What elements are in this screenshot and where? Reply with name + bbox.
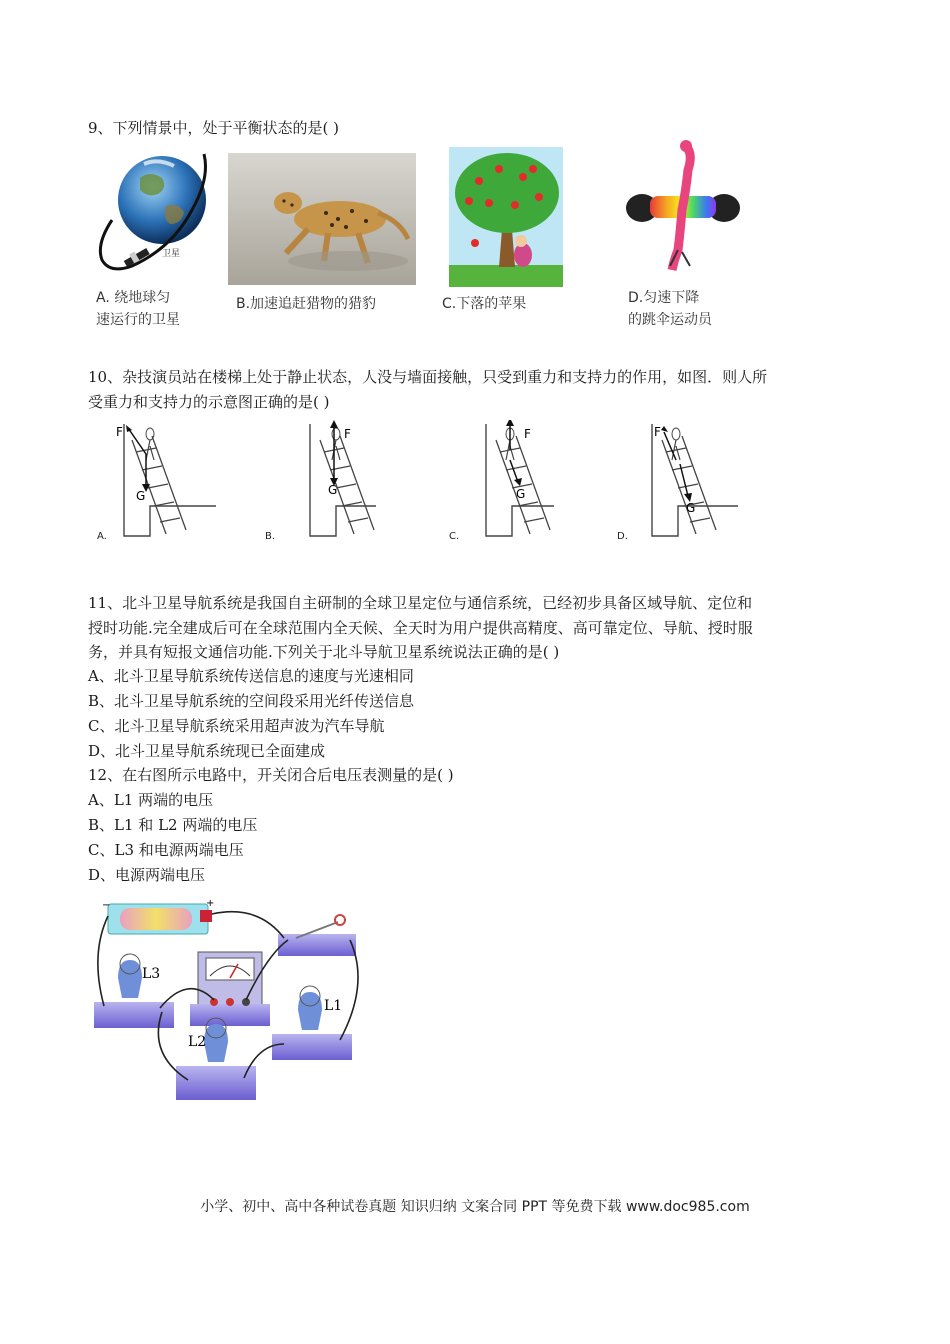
lamp-l1-label: L1 <box>324 998 343 1014</box>
lamp-l2-label: L2 <box>188 1034 207 1050</box>
force-label-g: G <box>328 483 338 497</box>
q9-caption-d2: 的跳伞运动员 <box>628 312 712 328</box>
q9-caption-b: B.加速追赶猎物的猎豹 <box>236 296 377 312</box>
force-diagram-b <box>264 420 394 546</box>
apple-tree-image <box>449 147 563 287</box>
force-label-f: F <box>344 427 351 441</box>
battery-minus-label: − <box>102 900 111 911</box>
q10-label-c: C. <box>449 531 460 542</box>
q11-line2: 授时功能.完全建成后可在全球范围内全天候、全天时为用户提供高精度、高可靠定位、导航、授时服 <box>88 619 753 637</box>
q11-option-b: B、北斗卫星导航系统的空间段采用光纤传送信息 <box>88 692 415 710</box>
q9-caption-a2: 速运行的卫星 <box>96 312 180 328</box>
force-label-g: G <box>686 501 696 515</box>
force-label-g: G <box>516 487 526 501</box>
q11-option-c: C、北斗卫星导航系统采用超声波为汽车导航 <box>88 717 385 735</box>
force-label-f: F <box>116 425 123 439</box>
q9-stem: 9、下列情景中，处于平衡状态的是( ) <box>88 119 340 137</box>
lamp-l3-label: L3 <box>142 966 161 982</box>
q12-option-c: C、L3 和电源两端电压 <box>88 841 244 859</box>
q10-line2: 受重力和支持力的示意图正确的是( ) <box>88 393 330 411</box>
parachutist-image <box>624 138 744 280</box>
q10-line1: 10、杂技演员站在楼梯上处于静止状态，人没与墙面接触，只受到重力和支持力的作用，如图．则人所 <box>88 368 768 386</box>
battery-plus-label: + <box>206 898 215 909</box>
q12-option-d: D、电源两端电压 <box>88 866 206 884</box>
q9-caption-d1: D.匀速下降 <box>628 290 700 306</box>
footer-text: 小学、初中、高中各种试卷真题 知识归纳 文案合同 PPT 等免费下载 www.doc985.com <box>200 1199 750 1215</box>
satellite-label: 卫星 <box>162 249 181 259</box>
q10-label-b: B. <box>265 531 276 542</box>
force-label-f: F <box>524 427 531 441</box>
q9-caption-c: C.下落的苹果 <box>442 296 527 312</box>
q11-line1: 11、北斗卫星导航系统是我国自主研制的全球卫星定位与通信系统，已经初步具备区域导航、定位和 <box>88 594 753 612</box>
q12-stem: 12、在右图所示电路中，开关闭合后电压表测量的是( ) <box>88 766 454 784</box>
cheetah-image <box>228 153 416 285</box>
q12-option-b: B、L1 和 L2 两端的电压 <box>88 816 258 834</box>
satellite-earth-image <box>92 148 214 278</box>
q10-label-a: A. <box>97 531 107 542</box>
q10-label-d: D. <box>617 531 628 542</box>
force-label-g: G <box>136 489 146 503</box>
force-diagram-d <box>614 420 744 546</box>
q11-option-a: A、北斗卫星导航系统传送信息的速度与光速相同 <box>88 667 414 685</box>
force-label-f: F <box>654 425 661 439</box>
q11-option-d: D、北斗卫星导航系统现已全面建成 <box>88 742 326 760</box>
force-diagram-a <box>96 420 226 546</box>
q9-caption-a1: A. 绕地球匀 <box>96 290 171 306</box>
circuit-diagram <box>88 894 368 1106</box>
force-diagram-c <box>444 420 574 546</box>
q11-line3: 务，并具有短报文通信功能.下列关于北斗导航卫星系统说法正确的是( ) <box>88 643 560 661</box>
q12-option-a: A、L1 两端的电压 <box>88 791 214 809</box>
